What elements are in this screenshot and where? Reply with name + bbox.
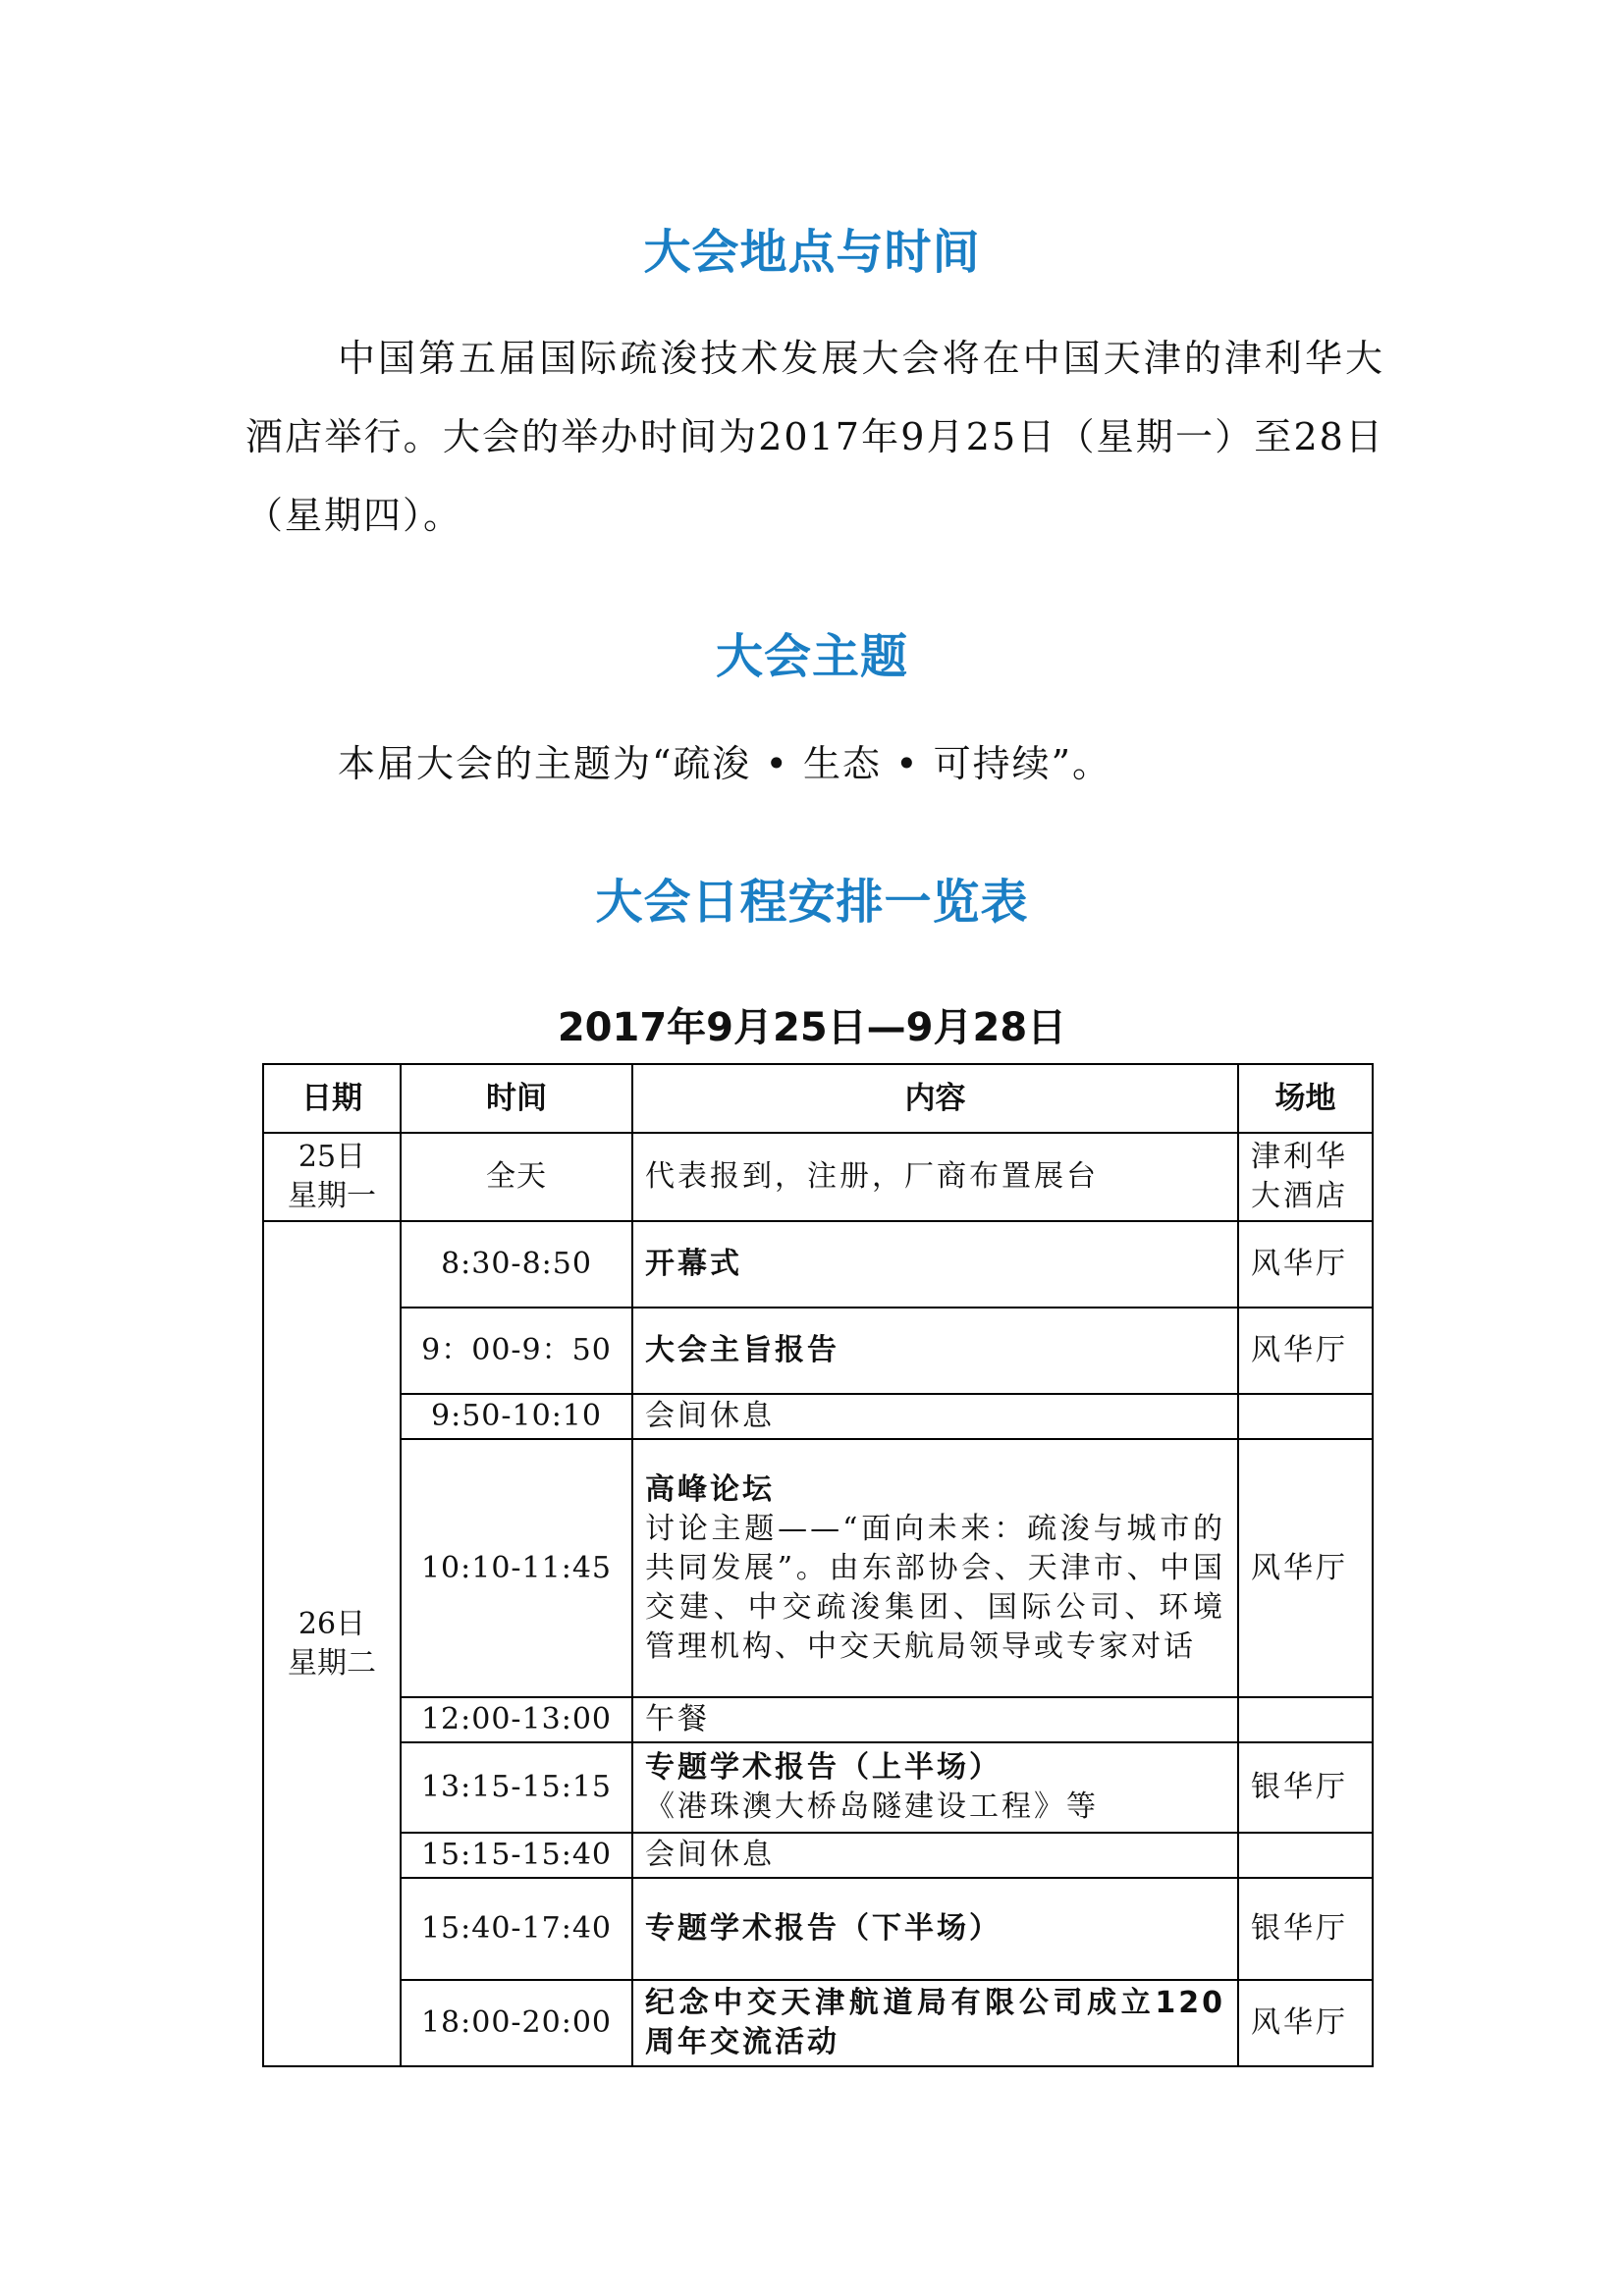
venue-cell: 风华厅 — [1238, 1980, 1373, 2066]
table-row — [263, 1439, 1373, 1697]
venue-cell — [1238, 1394, 1373, 1439]
table-row — [263, 1133, 1373, 1221]
table-header-row — [263, 1064, 1373, 1133]
table-row — [263, 1980, 1373, 2066]
table-row — [263, 1394, 1373, 1439]
schedule-table — [262, 1063, 1374, 2067]
header-venue: 场地 — [1238, 1064, 1373, 1133]
venue-cell: 风华厅 — [1238, 1221, 1373, 1308]
table-row — [263, 1221, 1373, 1308]
content-cell: 专题学术报告（下半场） — [632, 1878, 1238, 1980]
section-title-schedule: 大会日程安排一览表 — [595, 875, 1029, 930]
table-row — [263, 1697, 1373, 1742]
table-row — [263, 1742, 1373, 1833]
header-time: 时间 — [401, 1064, 632, 1133]
content-cell: 高峰论坛 讨论主题——“面向未来：疏浚与城市的共同发展”。由东部协会、天津市、中国交建、中交疏浚集团、国际公司、环境管理机构、中交天航局领导或专家对话 — [632, 1439, 1238, 1697]
venue-cell: 银华厅 — [1238, 1742, 1373, 1833]
date-cell-day1: 25日 星期一 — [263, 1133, 401, 1221]
venue-cell: 风华厅 — [1238, 1308, 1373, 1394]
content-cell: 会间休息 — [632, 1833, 1238, 1878]
time-cell: 15:15-15:40 — [401, 1833, 632, 1878]
location-paragraph: 中国第五届国际疏浚技术发展大会将在中国天津的津利华大酒店举行。大会的举办时间为2017年9月25日（星期一）至28日（星期四）。 — [245, 337, 1384, 537]
venue-cell: 银华厅 — [1238, 1878, 1373, 1980]
content-cell: 会间休息 — [632, 1394, 1238, 1439]
content-cell: 大会主旨报告 — [632, 1308, 1238, 1394]
table-row — [263, 1833, 1373, 1878]
time-cell: 13:15-15:15 — [401, 1742, 632, 1833]
content-cell: 开幕式 — [632, 1221, 1238, 1308]
content-cell: 代表报到，注册，厂商布置展台 — [632, 1133, 1238, 1221]
time-cell: 12:00-13:00 — [401, 1697, 632, 1742]
time-cell: 全天 — [401, 1133, 632, 1221]
time-cell: 15:40-17:40 — [401, 1878, 632, 1980]
venue-cell: 津利华 大酒店 — [1238, 1133, 1373, 1221]
time-cell: 18:00-20:00 — [401, 1980, 632, 2066]
table-row — [263, 1878, 1373, 1980]
date-cell-day2: 26日 星期二 — [263, 1221, 401, 2066]
schedule-table-title: 2017年9月25日—9月28日 — [557, 1005, 1067, 1050]
header-content: 内容 — [632, 1064, 1238, 1133]
content-cell: 纪念中交天津航道局有限公司成立120周年交流活动 — [632, 1980, 1238, 2066]
theme-paragraph: 本届大会的主题为“疏浚 • 生态 • 可持续”。 — [338, 742, 1111, 785]
venue-cell — [1238, 1833, 1373, 1878]
section-title-theme: 大会主题 — [715, 629, 908, 684]
content-cell: 午餐 — [632, 1697, 1238, 1742]
venue-cell: 风华厅 — [1238, 1439, 1373, 1697]
section-title-location: 大会地点与时间 — [643, 225, 981, 280]
time-cell: 10:10-11:45 — [401, 1439, 632, 1697]
venue-cell — [1238, 1697, 1373, 1742]
content-cell: 专题学术报告（上半场） 《港珠澳大桥岛隧建设工程》等 — [632, 1742, 1238, 1833]
time-cell: 8:30-8:50 — [401, 1221, 632, 1308]
time-cell: 9：00-9：50 — [401, 1308, 632, 1394]
time-cell: 9:50-10:10 — [401, 1394, 632, 1439]
header-date: 日期 — [263, 1064, 401, 1133]
table-row — [263, 1308, 1373, 1394]
